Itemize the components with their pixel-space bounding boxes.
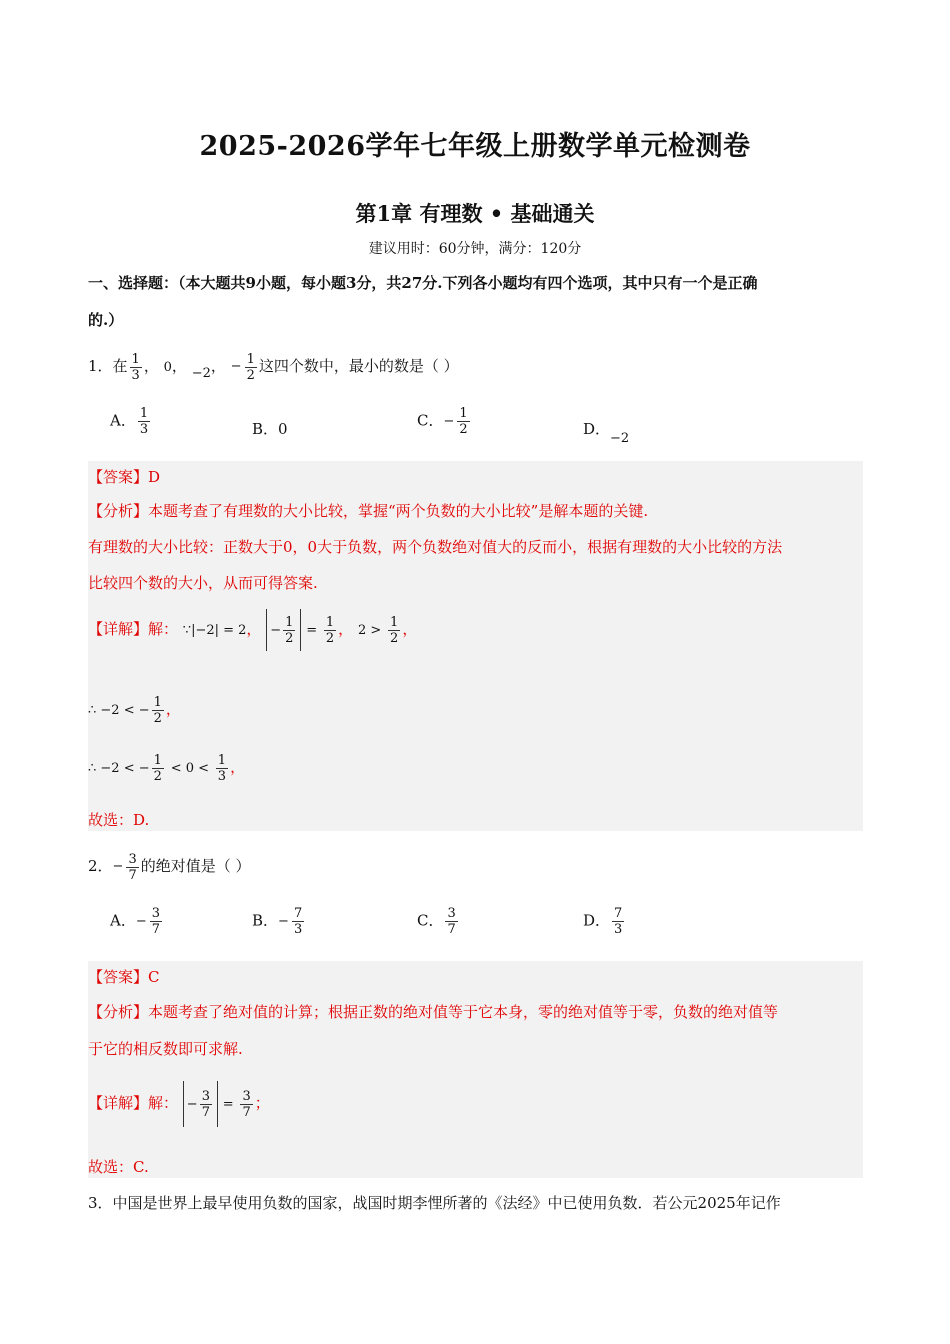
question-2-stem: 2．− $\frac{3}{7}$ 的绝对值是（ ） <box>88 851 251 883</box>
page-title: 2025-2026学年七年级上册数学单元检测卷 <box>199 131 751 162</box>
section-heading-line1: 一、选择题：（本大题共9小题，每小题3分，共27分.下列各小题均有四个选项，其中只有一个是正确 <box>88 274 758 292</box>
eq-abs-neg-two: ∵|−2| = 2 <box>182 623 247 638</box>
q1-option-b[interactable]: B．0 <box>252 420 288 438</box>
q2-analysis-2: 于它的相反数即可求解. <box>88 1040 243 1058</box>
eq-abs-neg-half: − $\frac{1}{2}$ <box>266 609 301 651</box>
question-text: 这四个数中，最小的数是（ ） <box>258 357 459 375</box>
q1-answer: 【答案】D <box>88 468 161 486</box>
q1-analysis-1: 【分析】本题考查了有理数的大小比较，掌握“两个负数的大小比较”是解本题的关键. <box>88 502 649 520</box>
eq-abs-neg-three-sevenths: − $\frac{3}{7}$ <box>183 1081 218 1127</box>
section-heading <box>88 265 863 339</box>
q2-analysis-1: 【分析】本题考查了绝对值的计算；根据正数的绝对值等于它本身，零的绝对值等于零，负数的绝对值等 <box>88 1003 779 1021</box>
q2-answer: 【答案】C <box>88 968 160 986</box>
chapter-subtitle: 第1章 有理数 • 基础通关 <box>355 201 595 226</box>
q2-detail: 【详解】解： − $\frac{3}{7}$ = $\frac{3}{7}$ ； <box>88 1081 270 1127</box>
q2-option-c[interactable]: C． $\frac{3}{7}$ <box>417 906 456 937</box>
fraction-neg-half: $\frac{1}{2}$ <box>246 351 255 383</box>
question-1-stem: 1．在 $\frac{1}{3}$ ， 0， −2， − $\frac{1}{2}$ 这四个数中，最小的数是（ ） <box>88 351 459 383</box>
value-zero: 0 <box>163 360 172 375</box>
fraction-one-third: $\frac{1}{3}$ <box>131 351 140 383</box>
q1-option-c[interactable]: C．− $\frac{1}{2}$ <box>417 406 468 437</box>
q2-option-d[interactable]: D． $\frac{7}{3}$ <box>583 906 623 937</box>
q2-option-b[interactable]: B．− $\frac{7}{3}$ <box>252 906 303 937</box>
q1-option-a[interactable]: A． $\frac{1}{3}$ <box>110 406 149 437</box>
question-text: 的绝对值是（ ） <box>140 857 251 875</box>
q2-answer-box <box>88 961 863 1178</box>
fraction-neg-three-sevenths: $\frac{3}{7}$ <box>128 851 137 883</box>
section-heading-line2: 的.） <box>88 311 124 329</box>
q1-detail: 【详解】解： ∵|−2| = 2， − $\frac{1}{2}$ = $\frac{1}{2}$ ， 2 > $\frac{1}{2}$ ， <box>88 609 417 651</box>
q1-option-d[interactable]: D．−2 <box>583 420 630 446</box>
q1-analysis-3: 比较四个数的大小，从而可得答案. <box>88 574 318 592</box>
q1-answer-box <box>88 461 863 831</box>
q2-option-a[interactable]: A．− $\frac{3}{7}$ <box>110 906 161 937</box>
question-3-stem: 3．中国是世界上最早使用负数的国家，战国时期李悝所著的《法经》中已使用负数．若公元2025年记作 <box>88 1194 781 1212</box>
time-note: 建议用时：60分钟，满分：120分 <box>368 241 582 257</box>
value-neg-two: −2 <box>191 366 211 381</box>
q1-analysis-2: 有理数的大小比较：正数大于0，0大于负数，两个负数绝对值大的反而小，根据有理数的大小比较的方法 <box>88 538 783 556</box>
question-number: 1．在 <box>88 357 128 375</box>
q1-step-3: ∴ −2 < − $\frac{1}{2}$ < 0 < $\frac{1}{3}$ ， <box>88 752 246 784</box>
q1-choice: 故选：D. <box>88 811 150 829</box>
q2-choice: 故选：C. <box>88 1158 149 1176</box>
q1-step-2: ∴ −2 < − $\frac{1}{2}$ ， <box>88 694 181 726</box>
question-number: 2． <box>88 857 113 875</box>
eq-compare: 2 > <box>357 623 382 638</box>
